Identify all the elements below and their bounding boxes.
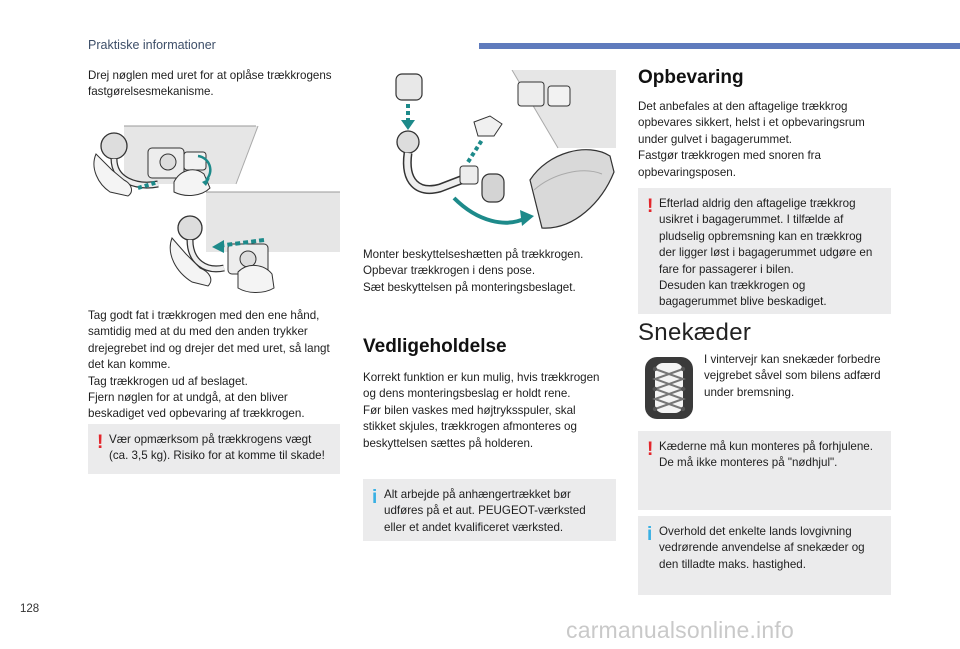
warning-icon: ! <box>647 439 654 460</box>
maintenance-heading: Vedligeholdelse <box>363 336 507 357</box>
protective-cap-drawing <box>362 70 616 238</box>
section-title: Praktiske informationer <box>88 38 216 52</box>
info-icon: i <box>372 487 378 508</box>
protective-cap-illustration <box>362 70 616 238</box>
snow-chain-drawing <box>641 355 697 421</box>
watermark: carmanualsonline.info <box>566 617 794 643</box>
tow-hook-removal-illustration <box>88 122 340 300</box>
chains-warning-text: Kæderne må kun monteres på forhjulene. De må ikke monteres på "nødhjul". <box>659 440 873 470</box>
section-color-bar <box>479 43 960 49</box>
storage-text: Det anbefales at den aftagelige trækkrog opbevares sikkert, helst i et opbevaringsrum under gulvet i bagagerummet. Fastgør trækkrogen med snoren fra opbevaringsposen. <box>638 100 865 179</box>
info-icon: i <box>647 524 653 545</box>
unlock-instruction: Drej nøglen med uret for at oplåse trækkrogens fastgørelsesmekanisme. <box>88 69 332 99</box>
snow-chain-icon <box>641 355 697 421</box>
page-number: 128 <box>20 603 40 615</box>
workshop-info-text: Alt arbejde på anhængertrækket bør udføres på et aut. PEUGEOT-værksted eller et andet kvalificeret værksted. <box>384 488 586 534</box>
removal-instructions: Tag godt fat i trækkrogen med den ene hånd, samtidig med at du med den anden trykker drejegrebet ind og drejer det med uret, så langt det kan komme. Tag trækkrogen ud af beslaget. Fjern nøglen for at undgå, at den bliver beskadiget ved opbevaring af trækkrogen. <box>88 309 330 421</box>
snow-chains-text: I vintervejr kan snekæder forbedre vejgrebet såvel som bilens adfærd under bremsning. <box>704 353 881 399</box>
snow-chains-heading: Snekæder <box>638 319 752 346</box>
warning-icon: ! <box>647 196 654 217</box>
warning-icon: ! <box>97 432 104 453</box>
weight-warning-box <box>88 424 340 474</box>
storage-warning-text: Efterlad aldrig den aftagelige trækkrog usikret i bagagerummet. I tilfælde af pludselig opbremsning kan en trækkrog der ligger løst i bagagerummet udgøre en fare for passagerer i bilen. Desuden kan trækkrogen og bagagerummet blive beskadiget. <box>659 197 873 309</box>
chains-info-text: Overhold det enkelte lands lovgivning vedrørende anvendelse af snekæder og den tilladte maks. hastighed. <box>659 525 865 571</box>
tow-hook-removal-drawing <box>88 122 340 300</box>
chains-warning-box <box>638 431 891 510</box>
mount-cap-instructions: Monter beskyttelseshætten på trækkrogen. Opbevar trækkrogen i dens pose. Sæt beskyttelsen på monteringsbeslaget. <box>363 248 584 294</box>
weight-warning-text: Vær opmærksom på trækkrogens vægt (ca. 3,5 kg). Risiko for at komme til skade! <box>109 433 325 463</box>
workshop-info-box <box>363 479 616 541</box>
chains-info-box <box>638 516 891 595</box>
storage-heading: Opbevaring <box>638 67 744 88</box>
maintenance-text: Korrekt funktion er kun mulig, hvis trækkrogen og dens monteringsbeslag er holdt rene. Før bilen vaskes med højtryksspuler, skal stikket skjules, trækkrogen afmonteres og beskyttelsen sættes på holderen. <box>363 371 600 450</box>
storage-warning-box <box>638 188 891 314</box>
